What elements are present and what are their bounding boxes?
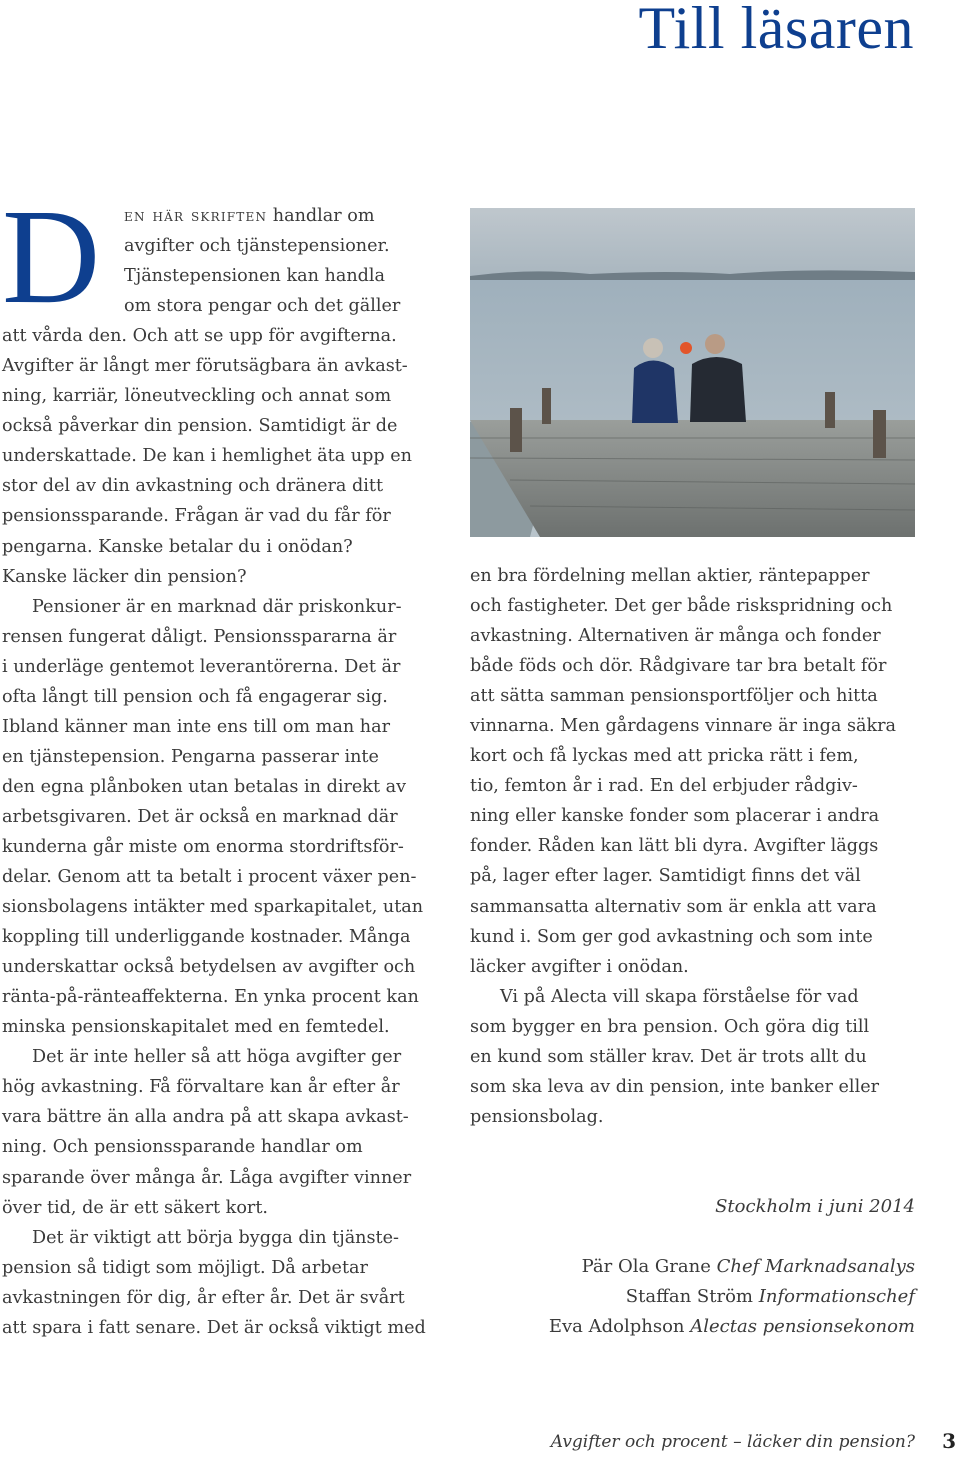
text-line <box>2 682 444 712</box>
text-line <box>470 831 915 861</box>
drop-cap: D <box>2 182 101 332</box>
text-line-content: ning eller kanske fonder som placerar i andra <box>470 806 880 827</box>
sky <box>470 208 915 278</box>
text-line <box>2 742 444 772</box>
text-line <box>2 622 444 652</box>
text-line-content: som bygger en bra pension. Och göra dig till <box>470 1016 870 1037</box>
signature-line <box>549 1312 915 1342</box>
text-line-content: att vårda den. Och att se upp för avgifterna. <box>2 326 397 347</box>
text-line-content: på, lager efter lager. Samtidigt finns det väl <box>470 866 861 887</box>
signatures <box>549 1252 915 1342</box>
text-line-content: hög avkastning. Få förvaltare kan år efter år <box>2 1077 400 1098</box>
text-line <box>470 621 915 651</box>
text-line <box>470 591 915 621</box>
lead-smallcaps: en här skriften <box>124 206 268 226</box>
text-line-content: pengarna. Kanske betalar du i onödan? <box>2 536 353 557</box>
text-line <box>2 1042 444 1072</box>
signature-name: Eva Adolphson <box>548 1316 685 1337</box>
text-line <box>2 1313 444 1343</box>
text-line-content: arbetsgivaren. Det är också en marknad där <box>2 806 398 827</box>
text-line-content: pensionssparande. Frågan är vad du får för <box>2 506 391 527</box>
text-line <box>2 592 444 622</box>
text-line <box>2 1163 444 1193</box>
text-line <box>2 1012 444 1042</box>
text-line-content: som ska leva av din pension, inte banker eller <box>470 1076 880 1097</box>
text-line-content: en tjänstepension. Pengarna passerar inte <box>2 746 379 767</box>
text-line <box>2 532 444 562</box>
text-line-content: sammansatta alternativ som är enkla att vara <box>470 896 877 917</box>
text-line <box>2 922 444 952</box>
page-title: Till läsaren <box>638 0 914 61</box>
text-line-content: Kanske läcker din pension? <box>2 566 247 587</box>
text-line-content: rensen fungerat dåligt. Pensionsspararna är <box>2 626 397 647</box>
text-line <box>470 561 915 591</box>
place-date: Stockholm i juni 2014 <box>715 1196 915 1217</box>
text-line <box>2 501 444 531</box>
text-line <box>470 681 915 711</box>
text-line-content: delar. Genom att ta betalt i procent växer pen- <box>2 867 417 888</box>
text-line <box>470 771 915 801</box>
text-line-content: kunderna går miste om enorma stordriftsför- <box>2 836 404 857</box>
photo-couple-on-pier <box>470 208 915 537</box>
text-line-content: underskattade. De kan i hemlighet äta upp en <box>2 446 412 467</box>
text-line-content: kund i. Som ger god avkastning och som inte <box>470 926 873 947</box>
text-line-content: avkastningen för dig, år efter år. Det är svårt <box>2 1287 405 1308</box>
text-line-content: Det är inte heller så att höga avgifter ger <box>32 1047 402 1068</box>
signature-line <box>549 1282 915 1312</box>
buoy <box>680 342 692 354</box>
page-number: 3 <box>942 1429 956 1453</box>
text-line <box>2 952 444 982</box>
text-line-content: att spara i fatt senare. Det är också viktigt med <box>2 1317 426 1338</box>
text-line <box>2 652 444 682</box>
text-line-content: underskattar också betydelsen av avgifter och <box>2 957 416 978</box>
pier-post <box>510 408 522 452</box>
text-line-content: avkastning. Alternativen är många och fonder <box>470 626 881 647</box>
signature-role: Alectas pensionsekonom <box>690 1316 915 1337</box>
text-line-content: stor del av din avkastning och dränera ditt <box>2 476 384 497</box>
text-line-content: vara bättre än alla andra på att skapa avkast- <box>2 1107 409 1128</box>
text-line <box>2 1072 444 1102</box>
text-line <box>470 801 915 831</box>
text-line-content: fonder. Råden kan lätt bli dyra. Avgifter läggs <box>470 836 879 857</box>
text-line-content: om stora pengar och det gäller <box>124 296 401 317</box>
text-line-content: läcker avgifter i onödan. <box>470 956 689 977</box>
text-line <box>2 411 444 441</box>
text-line-content: vinnarna. Men gårdagens vinnare är inga säkra <box>470 716 897 737</box>
text-line <box>2 1102 444 1132</box>
text-line-content: en kund som ställer krav. Det är trots allt du <box>470 1046 867 1067</box>
text-line-content: ofta långt till pension och få engagerar sig. <box>2 686 388 707</box>
text-line-content: Tjänstepensionen kan handla <box>124 266 386 287</box>
text-line-content: både föds och dör. Rådgivare tar bra betalt för <box>470 656 887 677</box>
text-line <box>470 741 915 771</box>
text-line <box>2 441 444 471</box>
text-line <box>2 982 444 1012</box>
text-line-content: minska pensionskapitalet med en femtedel. <box>2 1017 390 1038</box>
text-line <box>2 381 444 411</box>
text-line-content: handlar om <box>272 206 375 226</box>
left-column-text <box>2 182 444 1343</box>
text-line <box>470 1102 915 1132</box>
text-line <box>2 862 444 892</box>
text-line-content: att sätta samman pensionsportföljer och hitta <box>470 686 878 707</box>
text-line <box>470 952 915 982</box>
text-line <box>2 1223 444 1253</box>
text-line-content: Det är viktigt att börja bygga din tjänste- <box>32 1227 399 1248</box>
text-line-content: sionsbolagens intäkter med sparkapitalet, utan <box>2 897 424 918</box>
text-line-content: ning. Och pensionssparande handlar om <box>2 1137 363 1158</box>
text-line <box>2 892 444 922</box>
text-line <box>2 562 444 592</box>
text-line <box>2 351 444 381</box>
text-line-content: tio, femton år i rad. En del erbjuder rådgiv- <box>470 776 858 797</box>
text-line-content: pensionsbolag. <box>470 1106 604 1127</box>
text-line-content: en bra fördelning mellan aktier, räntepapper <box>470 566 870 586</box>
text-line <box>2 1253 444 1283</box>
text-line-content: ränta-på-ränteaffekterna. En ynka procent kan <box>2 987 419 1008</box>
signature-name: Staffan Ström <box>625 1286 753 1307</box>
text-line-content: koppling till underliggande kostnader. Många <box>2 927 411 948</box>
signature-role: Chef Marknadsanalys <box>716 1256 915 1277</box>
text-line <box>2 321 444 351</box>
text-line-content: Avgifter är långt mer förutsägbara än avkast- <box>2 356 408 377</box>
text-line <box>2 1132 444 1162</box>
text-line <box>470 922 915 952</box>
text-line <box>2 802 444 832</box>
text-line <box>470 1012 915 1042</box>
signature-line <box>549 1252 915 1282</box>
pier-post <box>825 392 835 428</box>
footer-title: Avgifter och procent – läcker din pension? <box>550 1432 915 1452</box>
pier-post <box>542 388 551 424</box>
text-line <box>2 832 444 862</box>
text-line-content: Ibland känner man inte ens till om man har <box>2 716 390 737</box>
text-line <box>470 892 915 922</box>
text-line <box>470 1072 915 1102</box>
text-line <box>2 712 444 742</box>
right-column <box>470 561 915 1132</box>
text-line <box>2 471 444 501</box>
signature-role: Informationschef <box>758 1286 915 1307</box>
text-line <box>470 982 915 1012</box>
text-line-content: sparande över många år. Låga avgifter vinner <box>2 1167 412 1188</box>
text-line-content: också påverkar din pension. Samtidigt är de <box>2 416 398 437</box>
text-line-content: kort och få lyckas med att pricka rätt i fem, <box>470 746 859 767</box>
text-line <box>2 1193 444 1223</box>
text-line <box>470 861 915 891</box>
text-line-content: ning, karriär, löneutveckling och annat som <box>2 386 392 407</box>
left-column <box>2 182 444 1343</box>
text-line <box>2 772 444 802</box>
text-line-content: och fastigheter. Det ger både riskspridning och <box>470 596 893 617</box>
text-line-content: Pensioner är en marknad där priskonkur- <box>32 596 402 617</box>
text-line <box>470 711 915 741</box>
text-line-content: Vi på Alecta vill skapa förståelse för vad <box>500 986 859 1007</box>
text-line <box>470 1042 915 1072</box>
text-line <box>2 1283 444 1313</box>
pier-post <box>873 410 886 458</box>
text-line-content: avgifter och tjänstepensioner. <box>124 236 390 257</box>
text-line <box>470 651 915 681</box>
right-column-text <box>470 561 915 1132</box>
text-line-content: i underläge gentemot leverantörerna. Det är <box>2 656 401 677</box>
text-line-content: pension så tidigt som möjligt. Då arbetar <box>2 1257 368 1278</box>
signature-name: Pär Ola Grane <box>581 1256 711 1277</box>
text-line-content: den egna plånboken utan betalas in direkt av <box>2 776 407 797</box>
text-line-content: över tid, de är ett säkert kort. <box>2 1197 268 1218</box>
